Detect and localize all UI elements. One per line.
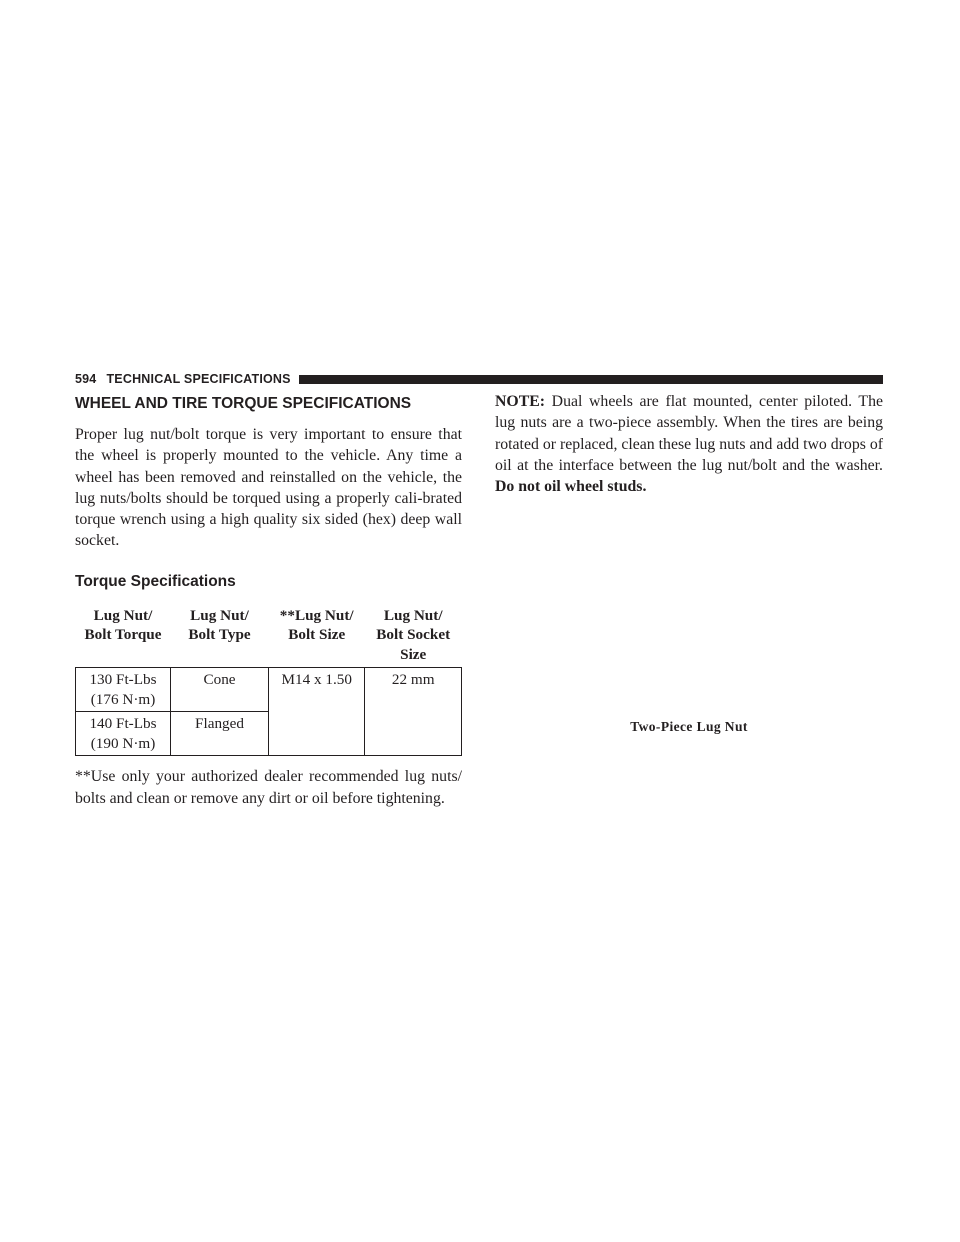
cell-size: M14 x 1.50: [269, 668, 365, 756]
intro-paragraph: Proper lug nut/bolt torque is very important to ensure that the wheel is properly mounted to the vehicle. Any time a wheel has been removed and reinstalled on the vehicle, the lug nuts/bolts should be torqued using a properly cali-brated torque wrench using a high quality six sided (hex) deep wall socket.: [75, 426, 462, 550]
section-heading: WHEEL AND TIRE TORQUE SPECIFICATIONS: [75, 395, 412, 412]
cell-torque: 130 Ft-Lbs (176 N·m): [76, 668, 171, 712]
figure-caption: Two-Piece Lug Nut: [630, 719, 748, 734]
left-column: [75, 394, 462, 809]
note-paragraph: [495, 391, 883, 497]
table-header-row: [76, 606, 462, 668]
header-bolt-type: Lug Nut/ Bolt Type: [188, 606, 251, 644]
table-heading: Torque Specifications: [75, 572, 236, 590]
right-column: [495, 391, 883, 497]
header-rule: [299, 375, 883, 384]
table-row: [76, 668, 462, 712]
note-text: Dual wheels are flat mounted, center piloted. The lug nuts are a two-piece assembly. When the tires are being rotated or replaced, clean these lug nuts and add two drops of oil at the interface between the lug nut/bolt and the washer.: [495, 393, 883, 474]
note-warning: Do not oil wheel studs.: [495, 478, 647, 496]
header-bolt-torque: Lug Nut/ Bolt Torque: [84, 606, 162, 644]
cell-socket: 22 mm: [365, 668, 462, 756]
page-header: [75, 371, 883, 387]
cell-torque: 140 Ft-Lbs (190 N·m): [76, 712, 171, 756]
header-socket-size: Lug Nut/ Bolt Socket Size: [376, 606, 451, 663]
note-label: NOTE:: [495, 393, 546, 410]
cell-type: Cone: [170, 668, 268, 712]
figure-placeholder: [495, 500, 883, 710]
page-number: 594: [75, 372, 97, 386]
torque-table: [75, 606, 462, 757]
footnote: **Use only your authorized dealer recommended lug nuts/ bolts and clean or remove any dirt or oil before tightening.: [75, 768, 462, 807]
section-title: TECHNICAL SPECIFICATIONS: [106, 372, 291, 386]
header-bolt-size: **Lug Nut/ Bolt Size: [279, 606, 354, 644]
cell-type: Flanged: [170, 712, 268, 756]
